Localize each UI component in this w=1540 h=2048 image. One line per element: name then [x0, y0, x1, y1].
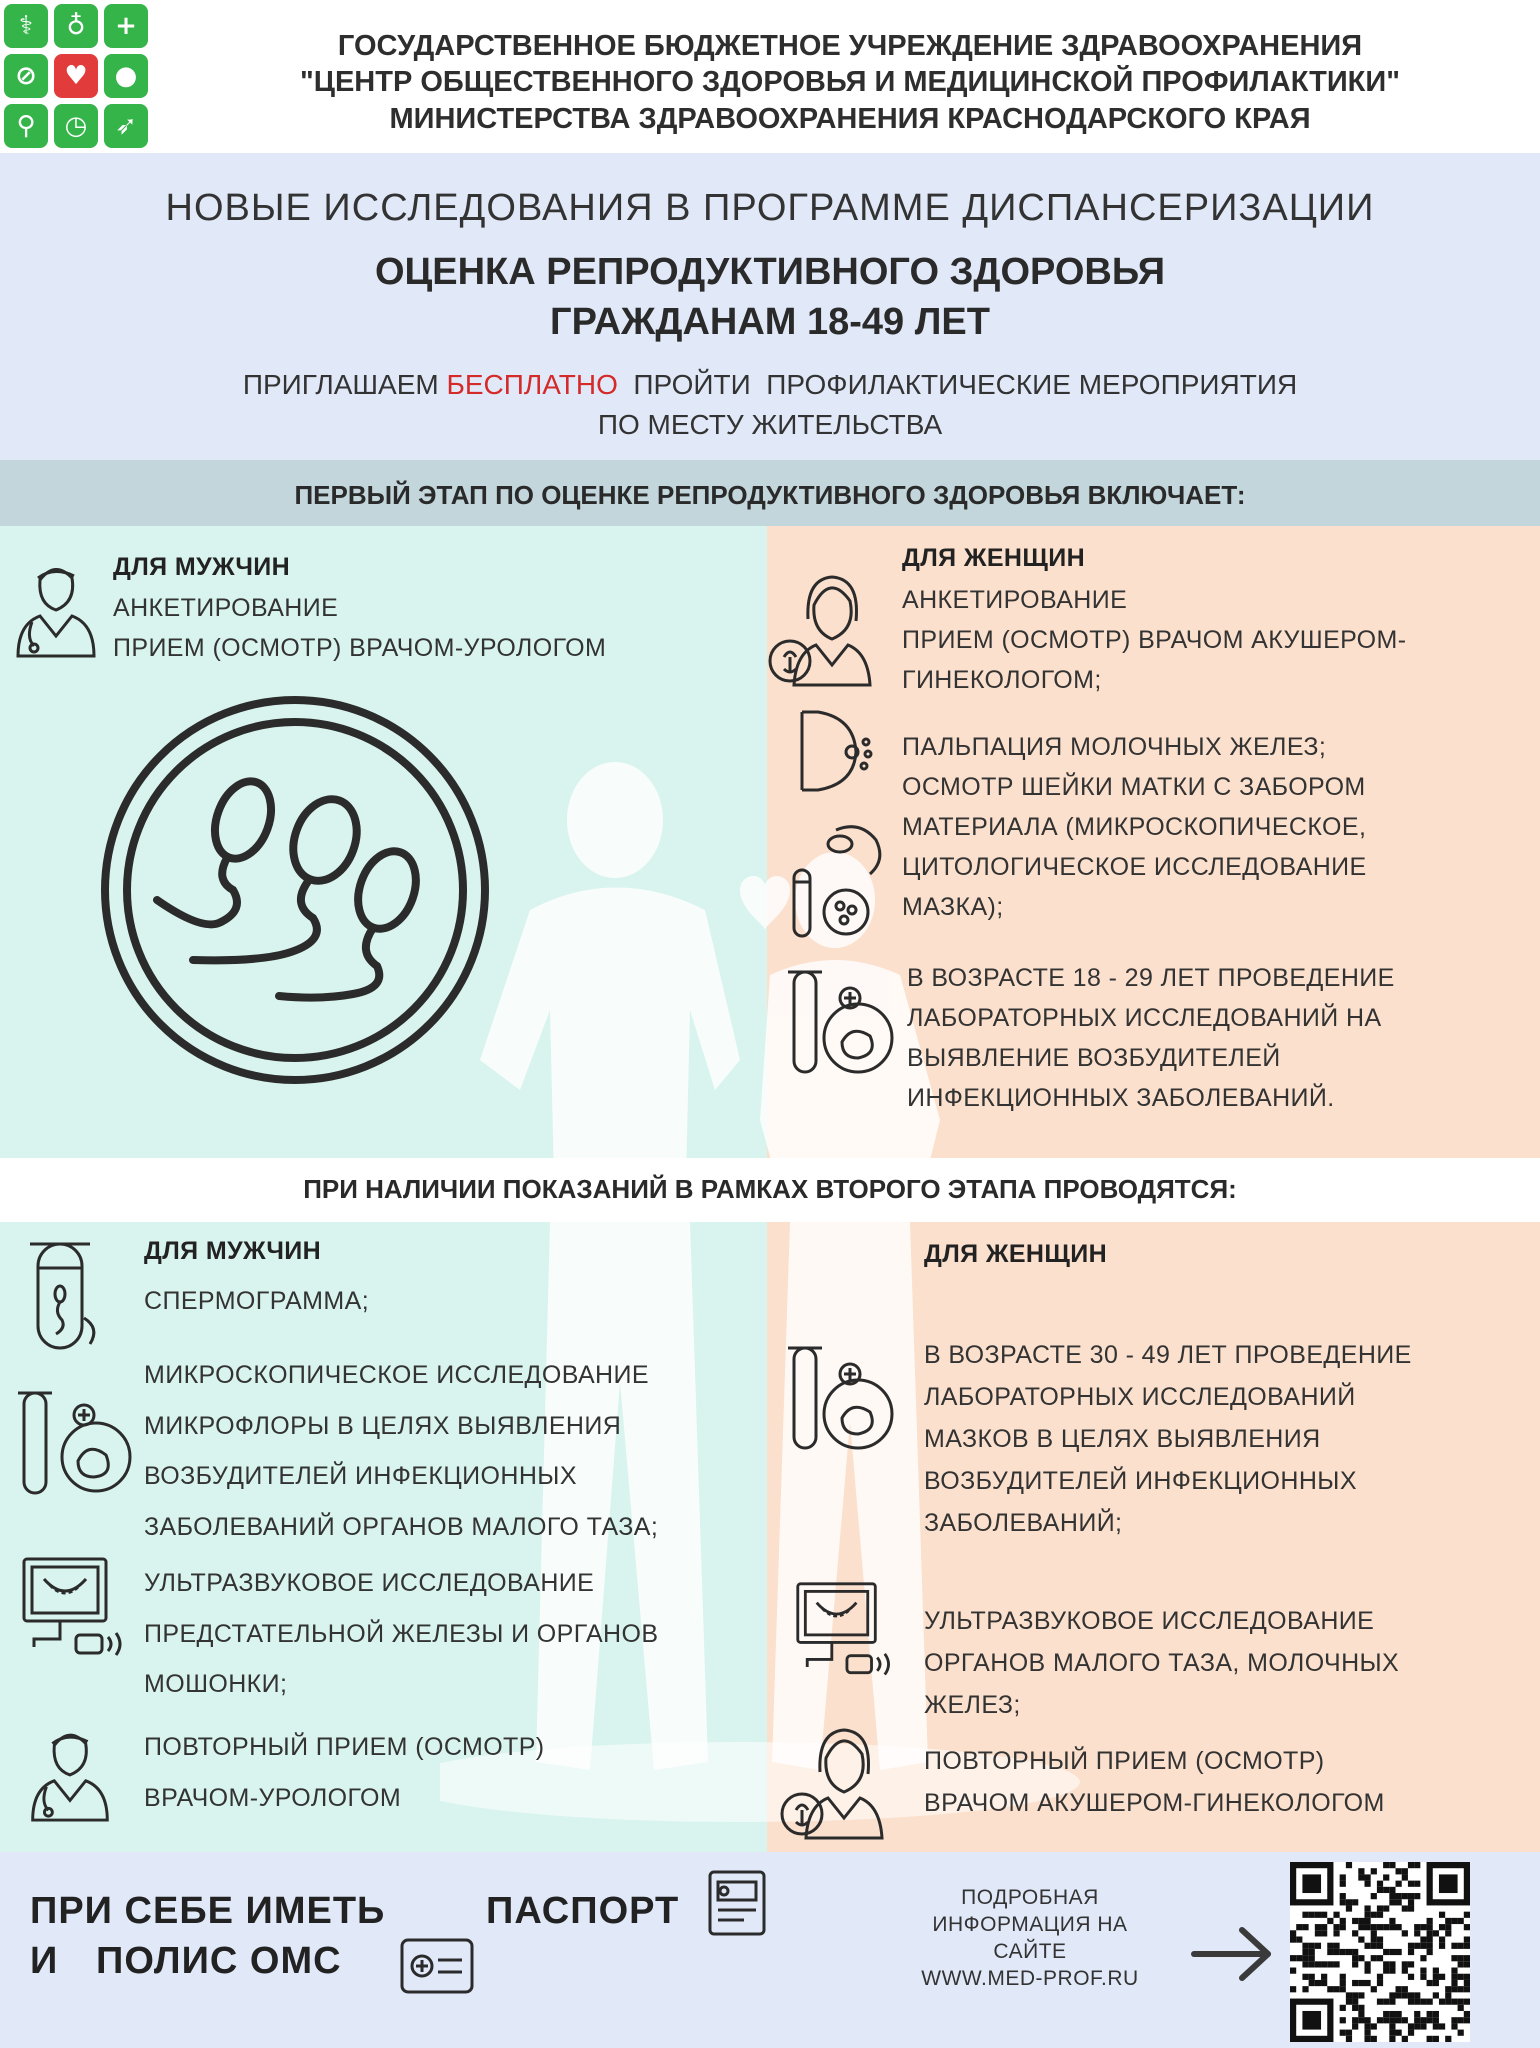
stage2-women-item-2 [924, 1600, 1399, 1726]
heart-pulse-icon: ♥ [54, 54, 98, 98]
info-website-link[interactable]: WWW.MED-PROF.RU [921, 1967, 1139, 1990]
stage2-women-i2-line: УЛЬТРАЗВУКОВОЕ ИССЛЕДОВАНИЕ [924, 1607, 1375, 1635]
invite-free: БЕСПЛАТНО [446, 369, 618, 400]
stage1-heading: ПЕРВЫЙ ЭТАП ПО ОЦЕНКЕ РЕПРОДУКТИВНОГО ЗДОРОВЬЯ ВКЛЮЧАЕТ: [294, 480, 1246, 510]
stage1-women-block-1 [902, 580, 1406, 700]
stage2-women-i2-line: ОРГАНОВ МАЛОГО ТАЗА, МОЛОЧНЫХ [924, 1649, 1400, 1677]
apple-icon: ● [104, 54, 148, 98]
stage1-women-b2-line: МАЗКА); [902, 893, 1004, 921]
and-label: И [30, 1940, 58, 1982]
stage2-women-i1-line: ЛАБОРАТОРНЫХ ИССЛЕДОВАНИЙ [924, 1383, 1356, 1411]
stage2-men-i3-line: МОШОНКИ; [144, 1670, 288, 1698]
info-line: САЙТЕ [993, 1940, 1067, 1963]
invite-line-2: ПО МЕСТУ ЖИТЕЛЬСТВА [597, 409, 943, 440]
stage1-women-b2-line: ОСМОТР ШЕЙКИ МАТКИ С ЗАБОРОМ [902, 773, 1366, 801]
passport-label: ПАСПОРТ [486, 1890, 680, 1932]
page-subtitle: НОВЫЕ ИССЛЕДОВАНИЯ В ПРОГРАММЕ ДИСПАНСЕРИЗАЦИИ [165, 187, 1375, 229]
doctor-male-icon [10, 552, 100, 660]
stage2-women-i1-line: В ВОЗРАСТЕ 30 - 49 ЛЕТ ПРОВЕДЕНИЕ [924, 1341, 1412, 1369]
info-line: ИНФОРМАЦИЯ НА [932, 1913, 1128, 1936]
stage1-women-b1-line: АНКЕТИРОВАНИЕ [902, 586, 1128, 614]
microscopy-tube-icon [16, 1385, 134, 1499]
plus-icon: + [104, 4, 148, 48]
stage2-men-i2-line: МИКРОФЛОРЫ В ЦЕЛЯХ ВЫЯВЛЕНИЯ [144, 1411, 622, 1440]
cervix-sample-icon [790, 820, 890, 940]
stage2-heading: ПРИ НАЛИЧИИ ПОКАЗАНИЙ В РАМКАХ ВТОРОГО ЭТАПА ПРОВОДЯТСЯ: [303, 1174, 1237, 1204]
stage1-men-item-2: ПРИЕМ (ОСМОТР) ВРАЧОМ-УРОЛОГОМ [113, 634, 607, 662]
stage2-men-i4-line: ПОВТОРНЫЙ ПРИЕМ (ОСМОТР) [144, 1733, 545, 1761]
test-tube-lab-icon [786, 962, 898, 1082]
org-line-2: "ЦЕНТР ОБЩЕСТВЕННОГО ЗДОРОВЬЯ И МЕДИЦИНСКОЙ ПРОФИЛАКТИКИ" [300, 66, 1400, 98]
stage2-men-i3-line: УЛЬТРАЗВУКОВОЕ ИССЛЕДОВАНИЕ [144, 1569, 595, 1597]
page-title-line-2: ГРАЖДАНАМ 18-49 ЛЕТ [550, 301, 990, 343]
stage1-women-block-3 [907, 958, 1395, 1118]
passport-icon [704, 1866, 770, 1940]
caduceus-icon: ⚕ [4, 4, 48, 48]
stage2-men-i2-line: ВОЗБУДИТЕЛЕЙ ИНФЕКЦИОННЫХ [144, 1462, 577, 1490]
clock-icon: ◷ [54, 104, 98, 148]
stage1-women-block-2 [902, 727, 1367, 927]
stage2-women-i1-line: ЗАБОЛЕВАНИЙ; [924, 1509, 1123, 1537]
stage2-men-item-2 [144, 1350, 658, 1552]
stage2-men-i4-line: ВРАЧОМ-УРОЛОГОМ [144, 1783, 402, 1812]
stage2-women-i2-line: ЖЕЛЕЗ; [924, 1691, 1021, 1719]
doctor-male-icon-2 [24, 1718, 114, 1824]
test-tube-lab-icon-2 [786, 1338, 898, 1458]
stage2-men-i2-line: МИКРОСКОПИЧЕСКОЕ ИССЛЕДОВАНИЕ [144, 1361, 649, 1389]
stage1-women-b1-line: ГИНЕКОЛОГОМ; [902, 666, 1102, 694]
stage2-women-i3-line: ВРАЧОМ АКУШЕРОМ-ГИНЕКОЛОГОМ [924, 1789, 1385, 1817]
stage1-women-title: ДЛЯ ЖЕНЩИН [902, 544, 1086, 572]
org-line-3: МИНИСТЕРСТВА ЗДРАВООХРАНЕНИЯ КРАСНОДАРСКОГО КРАЯ [389, 103, 1311, 135]
invite-post: ПРОЙТИ ПРОФИЛАКТИЧЕСКИЕ МЕРОПРИЯТИЯ [617, 369, 1298, 400]
policy-label: ПОЛИС ОМС [96, 1940, 342, 1982]
stage2-men-i2-line: ЗАБОЛЕВАНИЙ ОРГАНОВ МАЛОГО ТАЗА; [144, 1512, 659, 1541]
org-line-1: ГОСУДАРСТВЕННОЕ БЮДЖЕТНОЕ УЧРЕЖДЕНИЕ ЗДРАВООХРАНЕНИЯ [337, 30, 1363, 62]
stage1-women-b2-line: МАТЕРИАЛА (МИКРОСКОПИЧЕСКОЕ, [902, 813, 1367, 841]
breast-exam-icon [796, 708, 876, 794]
ultrasound-icon-2 [794, 1580, 898, 1686]
invite-line [0, 369, 1540, 401]
stage2-women-item-1 [924, 1334, 1412, 1544]
no-smoking-icon: ⊘ [4, 54, 48, 98]
stage1-men-item-1: АНКЕТИРОВАНИЕ [113, 594, 339, 622]
magnifier-icon: ⚲ [4, 104, 48, 148]
stage2-men-title: ДЛЯ МУЖЧИН [144, 1237, 322, 1265]
stage2-women-i1-line: ВОЗБУДИТЕЛЕЙ ИНФЕКЦИОННЫХ [924, 1467, 1357, 1495]
title-band [0, 153, 1540, 460]
policy-card-icon [398, 1936, 476, 1996]
stage2-women-item-3 [924, 1740, 1385, 1824]
doctor-female-icon-2 [780, 1718, 898, 1840]
stage1-women-b3-line: В ВОЗРАСТЕ 18 - 29 ЛЕТ ПРОВЕДЕНИЕ [907, 964, 1395, 992]
footer [0, 1852, 1540, 2048]
stage2-men-i3-line: ПРЕДСТАТЕЛЬНОЙ ЖЕЛЕЗЫ И ОРГАНОВ [144, 1619, 659, 1648]
logo-grid [4, 4, 152, 148]
stage2-men-item-4 [144, 1722, 545, 1823]
sperm-tube-icon [26, 1238, 104, 1354]
stage1-men-title: ДЛЯ МУЖЧИН [113, 553, 291, 581]
page-title-line-1: ОЦЕНКА РЕПРОДУКТИВНОГО ЗДОРОВЬЯ [374, 251, 1166, 293]
doctor-female-icon [768, 565, 886, 687]
stage2-men-item-3 [144, 1558, 658, 1710]
qr-code-icon[interactable] [1290, 1862, 1470, 2042]
stage1-women-b3-line: ИНФЕКЦИОННЫХ ЗАБОЛЕВАНИЙ. [907, 1084, 1335, 1112]
info-line: ПОДРОБНАЯ [961, 1886, 1099, 1909]
arrow-right-icon [1190, 1924, 1276, 1984]
stage1-women-b2-line: ЦИТОЛОГИЧЕСКОЕ ИССЛЕДОВАНИЕ [902, 853, 1367, 881]
ultrasound-icon [20, 1555, 130, 1667]
stage1-women-b3-line: ВЫЯВЛЕНИЕ ВОЗБУДИТЕЛЕЙ [907, 1044, 1281, 1072]
stage2-men-item-1: СПЕРМОГРАММА; [144, 1287, 370, 1315]
stage2-women-title: ДЛЯ ЖЕНЩИН [924, 1240, 1108, 1268]
runner-icon: ➶ [104, 104, 148, 148]
stage2-women-i3-line: ПОВТОРНЫЙ ПРИЕМ (ОСМОТР) [924, 1747, 1325, 1775]
stage1-women-b1-line: ПРИЕМ (ОСМОТР) ВРАЧОМ АКУШЕРОМ- [902, 626, 1407, 654]
bring-label: ПРИ СЕБЕ ИМЕТЬ [30, 1890, 386, 1932]
stage2-women-i1-line: МАЗКОВ В ЦЕЛЯХ ВЫЯВЛЕНИЯ [924, 1425, 1321, 1453]
bicycle-icon: ♁ [54, 4, 98, 48]
stage1-women-b3-line: ЛАБОРАТОРНЫХ ИССЛЕДОВАНИЙ НА [907, 1004, 1382, 1032]
invite-pre: ПРИГЛАШАЕМ [242, 369, 447, 400]
sperm-dish-icon [95, 690, 495, 1090]
stage1-women-b2-line: ПАЛЬПАЦИЯ МОЛОЧНЫХ ЖЕЛЕЗ; [902, 733, 1327, 761]
info-block [900, 1884, 1160, 1992]
